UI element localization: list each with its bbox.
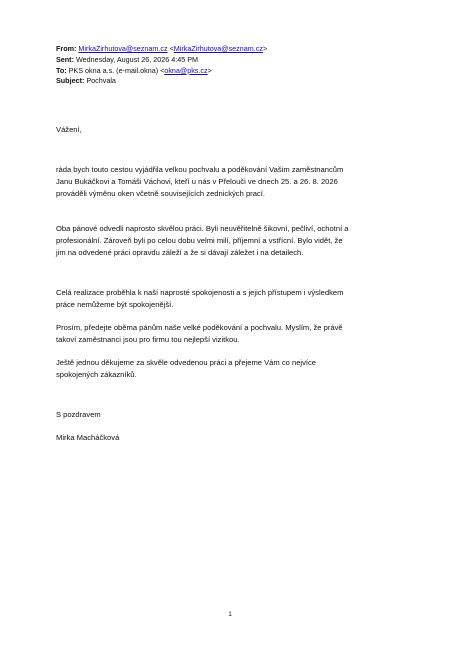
greeting: Vážení, [56, 125, 82, 134]
from-bracket-close: > [262, 44, 268, 53]
from-bracket-open: < [169, 44, 174, 53]
from-row [56, 44, 436, 55]
from-name-link[interactable]: MirkaZirhutova@seznam.cz [78, 44, 168, 53]
paragraph-5-line: spokojených zákazníků. [56, 370, 137, 379]
to-email-link[interactable]: okna@pks.cz [164, 65, 208, 75]
paragraph-4-line: Prosím, předejte oběma pánům naše velké poděkování a pochvalu. Myslím, že právě [56, 323, 343, 332]
paragraph-2 [56, 223, 416, 259]
paragraph-5-line: Ještě jednou děkujeme za skvěle odvedenou práci a přejeme Vám co nejvíce [56, 358, 317, 367]
sent-value: Wednesday, August 26, 2026 4:45 PM [75, 54, 198, 64]
paragraph-5 [56, 357, 416, 381]
to-name: PKS okna a.s. (e-mail.okna) [68, 65, 159, 75]
subject-row [56, 76, 436, 87]
subject-label: Subject: [56, 76, 85, 86]
letter-body [56, 124, 416, 444]
to-row [56, 66, 436, 77]
paragraph-2-line: profesionální. Zároveň byli po celou dobu velmi milí, příjemní a vstřícní. Bylo vidět, že [56, 236, 343, 245]
from-email-link[interactable]: MirkaZirhutova@seznam.cz [173, 44, 263, 53]
paragraph-3-line: práce nemůžeme být spokojenější. [56, 300, 174, 309]
closing: S pozdravem [56, 410, 101, 419]
paragraph-1 [56, 164, 416, 200]
to-label: To: [56, 65, 67, 75]
paragraph-2-line: jim na odvedené práci opravdu záleží a že si dávají záležet i na detailech. [56, 248, 304, 257]
paragraph-2-line: Oba pánové odvedli naprosto skvělou práci. Byli neuvěřitelně šikovní, pečliví, ochotní a [56, 224, 349, 233]
paragraph-4-line: takoví zaměstnanci jsou pro firmu tou nejlepší vizitkou. [56, 335, 240, 344]
paragraph-1-line: Janu Bukáčkovi a Tomáši Váchovi, kteří u nás v Přelouči ve dnech 25. a 26. 8. 2026 [56, 177, 338, 186]
paragraph-4 [56, 322, 416, 346]
to-bracket-open: < [160, 65, 165, 75]
from-label: From: [56, 44, 77, 53]
signature: Mirka Macháčková [56, 433, 120, 442]
sent-row [56, 55, 436, 66]
paragraph-3 [56, 287, 416, 311]
paragraph-1-line: prováděli výměnu oken včetně souvisejících zednických prací. [56, 189, 265, 198]
subject-value: Pochvala [86, 76, 116, 86]
to-bracket-close: > [207, 65, 212, 75]
sent-label: Sent: [56, 54, 74, 64]
page-number: 1 [228, 611, 232, 618]
paragraph-1-line: ráda bych touto cestou vyjádřila velkou pochvalu a poděkování Vašim zaměstnancům [56, 165, 344, 174]
email-header [56, 44, 436, 87]
paragraph-3-line: Celá realizace proběhla k naší naprosté spokojenosti a s jejich přístupem i výsledkem [56, 288, 344, 297]
